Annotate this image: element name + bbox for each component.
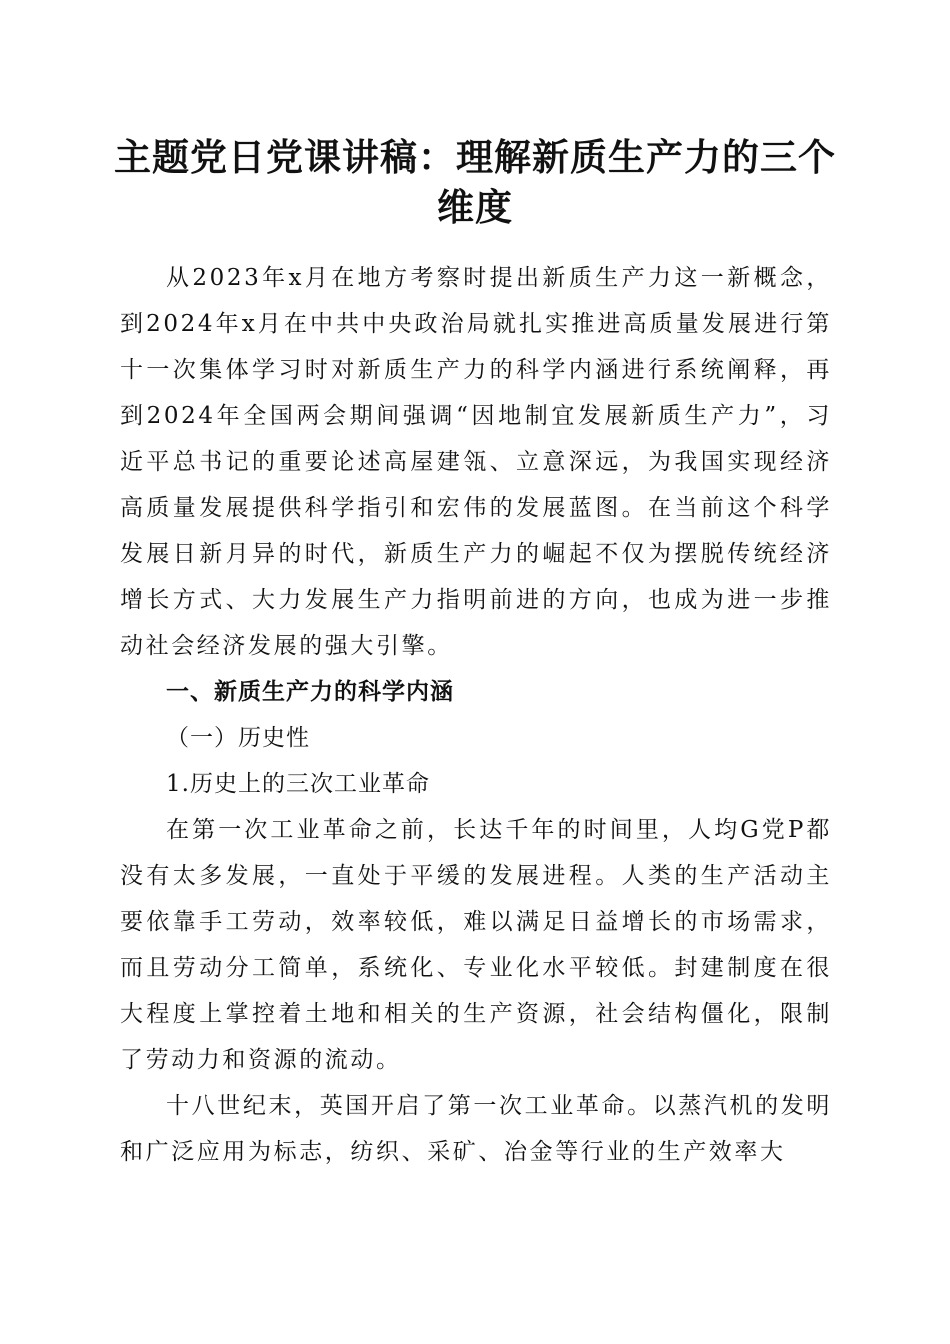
document-body bbox=[120, 255, 832, 1175]
section-heading: 一、新质生产力的科学内涵 bbox=[166, 678, 454, 705]
body-paragraph: 在第一次工业革命之前，长达千年的时间里，人均G党P都没有太多发展，一直处于平缓的发展进程。人类的生产活动主要依靠手工劳动，效率较低，难以满足日益增长的市场需求，而且劳动分工简单，系统化、专业化水平较低。封建制度在很大程度上掌控着土地和相关的生产资源，社会结构僵化，限制了劳动力和资源的流动。 bbox=[120, 817, 832, 1073]
subsection-heading: （一）历史性 bbox=[166, 725, 310, 751]
body-paragraph: 十八世纪末，英国开启了第一次工业革命。以蒸汽机的发明和广泛应用为标志，纺织、采矿、冶金等行业的生产效率大 bbox=[120, 1093, 832, 1165]
item-heading: 1.历史上的三次工业革命 bbox=[166, 771, 430, 797]
intro-paragraph: 从2023年x月在地方考察时提出新质生产力这一新概念，到2024年x月在中共中央政治局就扎实推进高质量发展进行第十一次集体学习时对新质生产力的科学内涵进行系统阐释，再到2024年全国两会期间强调“因地制宜发展新质生产力”，习近平总书记的重要论述高屋建瓴、立意深远，为我国实现经济高质量发展提供科学指引和宏伟的发展蓝图。在当前这个科学发展日新月异的时代，新质生产力的崛起不仅为摆脱传统经济增长方式、大力发展生产力指明前进的方向，也成为进一步推动社会经济发展的强大引擎。 bbox=[120, 265, 832, 659]
document-title: 主题党日党课讲稿：理解新质生产力的三个维度 bbox=[114, 135, 836, 229]
